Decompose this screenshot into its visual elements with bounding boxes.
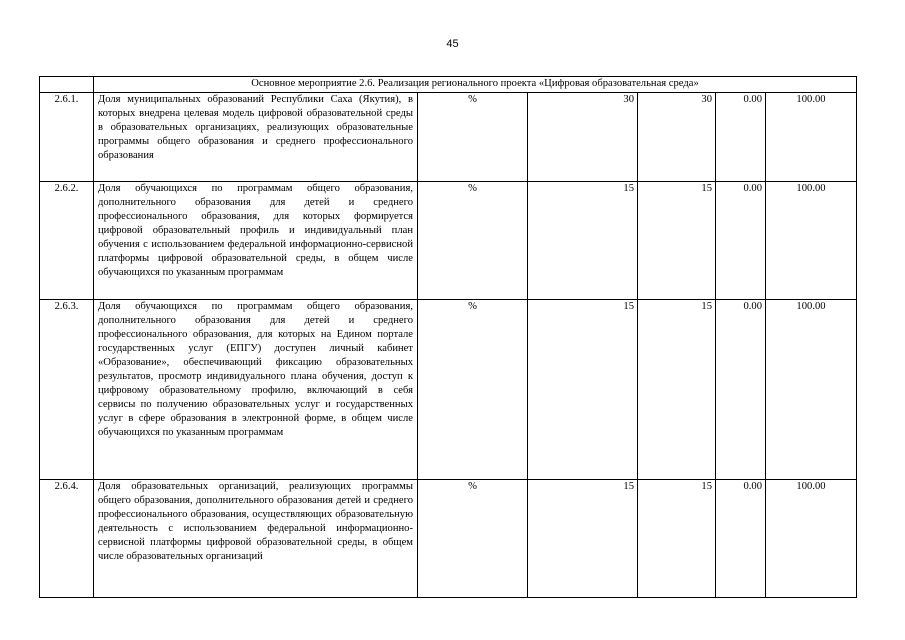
value-3-cell: 0.00: [716, 182, 766, 300]
row-number: 2.6.3.: [40, 300, 94, 480]
value-2-cell: 15: [638, 300, 716, 480]
section-title: Основное мероприятие 2.6. Реализация регионального проекта «Цифровая образовательная среда»: [94, 77, 857, 93]
indicator-description: Доля обучающихся по программам общего образования, дополнительного образования для детей и среднего профессионального образования, для которых формируется цифровой образовательный профиль и индивидуальный план обучения с использованием федеральной информационно-сервисной платформы цифровой образовательной среды, в общем числе обучающихся по указанным программам: [94, 182, 418, 300]
value-4-cell: 100.00: [766, 93, 857, 182]
row-number: 2.6.4.: [40, 480, 94, 598]
value-1-cell: 15: [528, 480, 638, 598]
value-1-cell: 15: [528, 182, 638, 300]
indicator-description: Доля образовательных организаций, реализующих программы общего образования, дополнительного образования детей и среднего профессионального образования, осуществляющих образовательную деятельность с использованием федеральной информационно-сервисной платформы цифровой образовательной среды, в общем числе образовательных организаций: [94, 480, 418, 598]
table-row: [40, 182, 857, 300]
value-1-cell: 30: [528, 93, 638, 182]
value-3-cell: 0.00: [716, 93, 766, 182]
header-empty-cell: [40, 77, 94, 93]
section-header-row: [40, 77, 857, 93]
value-2-cell: 15: [638, 480, 716, 598]
unit-cell: %: [418, 480, 528, 598]
value-2-cell: 30: [638, 93, 716, 182]
unit-cell: %: [418, 93, 528, 182]
indicators-table: [39, 76, 857, 598]
unit-cell: %: [418, 182, 528, 300]
indicator-description: Доля обучающихся по программам общего образования, дополнительного образования для детей и среднего профессионального образования, для которых на Едином портале государственных услуг (ЕПГУ) доступен личный кабинет «Образование», обеспечивающий фиксацию образовательных результатов, просмотр индивидуального плана обучения, доступ к цифровому образовательному профилю, включающий в себя сервисы по получению образовательных услуг и государственных услуг в сфере образования в электронной форме, в общем числе обучающихся по указанным программам: [94, 300, 418, 480]
value-2-cell: 15: [638, 182, 716, 300]
indicator-description: Доля муниципальных образований Республики Саха (Якутия), в которых внедрена целевая модель цифровой образовательной среды в образовательных организациях, реализующих образовательные программы общего образования и среднего профессионального образования: [94, 93, 418, 182]
table-row: [40, 93, 857, 182]
row-number: 2.6.2.: [40, 182, 94, 300]
table-row: [40, 480, 857, 598]
page-number: 45: [446, 38, 459, 50]
value-4-cell: 100.00: [766, 300, 857, 480]
value-1-cell: 15: [528, 300, 638, 480]
row-number: 2.6.1.: [40, 93, 94, 182]
table-row: [40, 300, 857, 480]
value-3-cell: 0.00: [716, 300, 766, 480]
value-4-cell: 100.00: [766, 480, 857, 598]
value-4-cell: 100.00: [766, 182, 857, 300]
unit-cell: %: [418, 300, 528, 480]
value-3-cell: 0.00: [716, 480, 766, 598]
